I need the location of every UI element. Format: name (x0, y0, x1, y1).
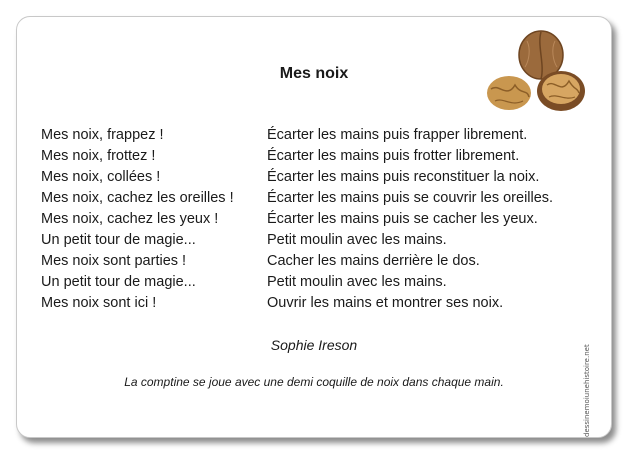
instruction-line: Écarter les mains puis se couvrir les oreilles. (267, 190, 554, 206)
verse-line: Mes noix sont ici ! (41, 295, 157, 311)
verse-line: Un petit tour de magie... (41, 232, 196, 248)
author-name: Sophie Ireson (270, 337, 358, 353)
instruction-line: Ouvrir les mains et montrer ses noix. (267, 295, 504, 311)
verse-line: Mes noix, collées ! (41, 169, 161, 185)
instruction-line: Écarter les mains puis reconstituer la noix. (267, 169, 540, 185)
instruction-line: Écarter les mains puis frotter librement. (267, 148, 520, 164)
instruction-line: Écarter les mains puis se cacher les yeux. (267, 211, 538, 227)
verse-line: Mes noix, cachez les yeux ! (41, 211, 219, 227)
instruction-line: Petit moulin avec les mains. (267, 232, 447, 248)
walnuts-illustration (477, 27, 587, 119)
verse-line: Mes noix, frottez ! (41, 148, 156, 164)
poem-card (16, 16, 612, 438)
instruction-line: Écarter les mains puis frapper librement. (267, 127, 528, 143)
verse-line: Mes noix sont parties ! (41, 253, 187, 269)
gesture-instructions (267, 125, 597, 314)
verse-line: Mes noix, cachez les oreilles ! (41, 190, 234, 206)
instruction-line: Petit moulin avec les mains. (267, 274, 447, 290)
poem-verses (41, 125, 271, 314)
page-title: Mes noix (279, 65, 349, 82)
verse-line: Un petit tour de magie... (41, 274, 196, 290)
verse-line: Mes noix, frappez ! (41, 127, 164, 143)
usage-note: La comptine se joue avec une demi coquille de noix dans chaque main. (124, 375, 504, 389)
instruction-line: Cacher les mains derrière le dos. (267, 253, 480, 269)
watermark: dessinemoiunehistoire.net (583, 344, 591, 437)
